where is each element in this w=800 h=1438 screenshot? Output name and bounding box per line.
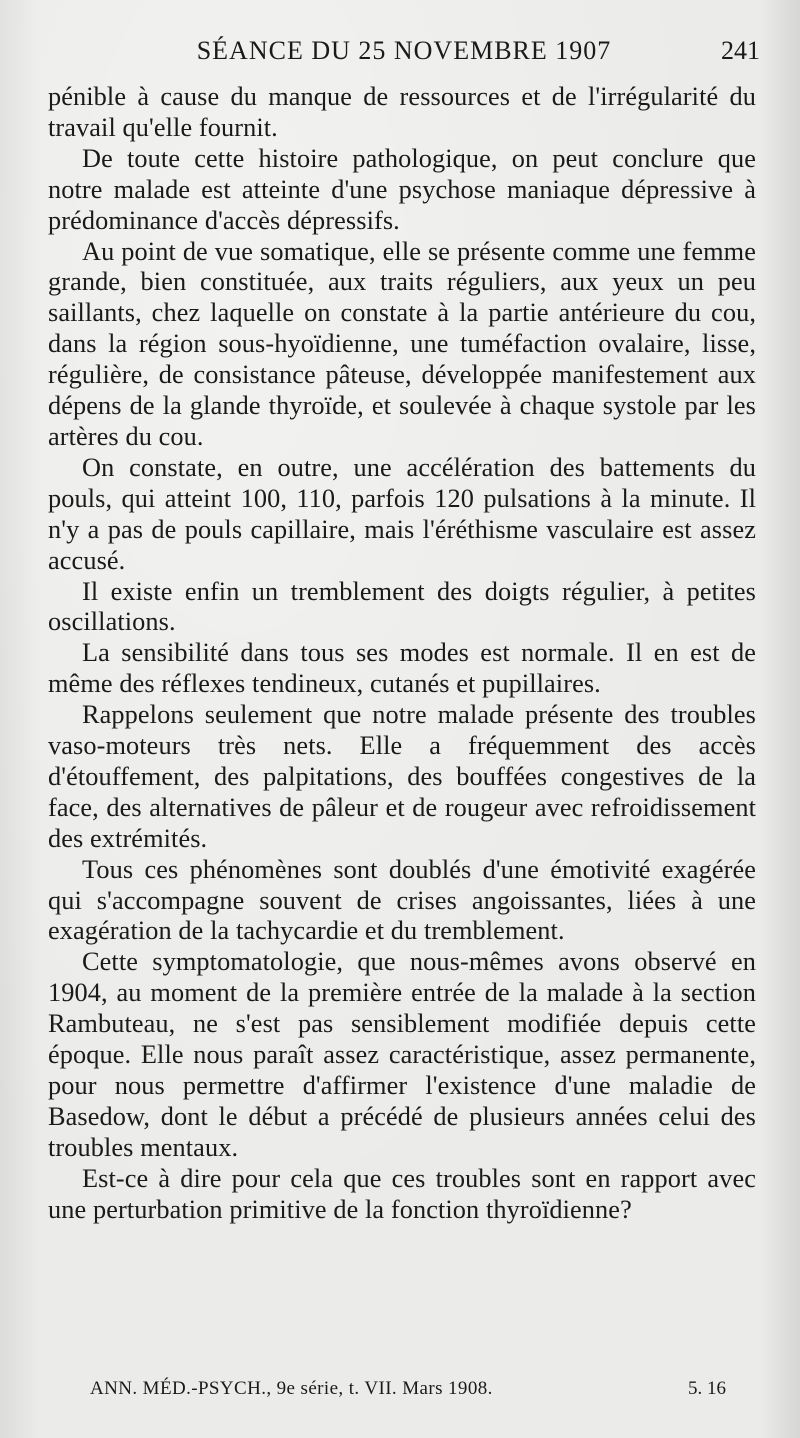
body-text [48, 82, 756, 1226]
sheet-signature: 5. 16 [688, 1378, 726, 1399]
paragraph: pénible à cause du manque de ressources et de l'irrégularité du travail qu'elle fournit. [48, 82, 756, 142]
running-title: SÉANCE DU 25 NOVEMBRE 1907 [196, 36, 612, 65]
paragraph: De toute cette histoire pathologique, on peut conclure que notre malade est atteinte d'une psychose maniaque dépressive à prédominance d'accès dépressifs. [48, 143, 756, 235]
paragraph: Est-ce à dire pour cela que ces troubles sont en rapport avec une perturbation primitive de la fonction thyroïdienne? [48, 1163, 756, 1224]
paragraph: Au point de vue somatique, elle se présente comme une femme grande, bien constituée, aux traits réguliers, aux yeux un peu saillants, chez laquelle on constate à la partie antérieure du cou, dans la région sous-hyoïdienne, une tuméfaction ovalaire, lisse, régulière, de consistance pâteuse, développée manifestement aux dépens de la glande thyroïde, et soulevée à chaque systole par les artères du cou. [48, 236, 756, 451]
paragraph: Cette symptomatologie, que nous-mêmes avons observé en 1904, au moment de la première entrée de la malade à la section Rambuteau, ne s'est pas sensiblement modifiée depuis cette époque. Elle nous paraît assez caractéristique, assez permanente, pour nous permettre d'affirmer l'existence d'une maladie de Basedow, dont le début a précédé de plusieurs années celui des troubles mentaux. [48, 947, 756, 1162]
journal-signature: ANN. MÉD.-PSYCH., 9e série, t. VII. Mars 1908. [90, 1378, 493, 1399]
paragraph: La sensibilité dans tous ses modes est normale. Il en est de même des réflexes tendineux, cutanés et pupillaires. [48, 638, 756, 699]
paragraph: Il existe enfin un tremblement des doigts régulier, à petites oscillations. [48, 576, 756, 637]
page-number: 241 [721, 36, 760, 65]
page-footer [90, 1378, 756, 1408]
paragraph: On constate, en outre, une accélération des battements du pouls, qui atteint 100, 110, parfois 120 pulsations à la minute. Il n'y a pas de pouls capillaire, mais l'éréthisme vasculaire est assez accusé. [48, 452, 756, 575]
paragraph: Rappelons seulement que notre malade présente des troubles vaso-moteurs très nets. Elle a fréquemment des accès d'étouffement, des palpitations, des bouffées congestives de la face, des alternatives de pâleur et de rougeur avec refroidissement des extrémités. [48, 700, 756, 853]
page-header [48, 36, 760, 76]
paragraph: Tous ces phénomènes sont doublés d'une émotivité exagérée qui s'accompagne souvent de crises angoissantes, liées à une exagération de la tachycardie et du tremblement. [48, 854, 756, 946]
